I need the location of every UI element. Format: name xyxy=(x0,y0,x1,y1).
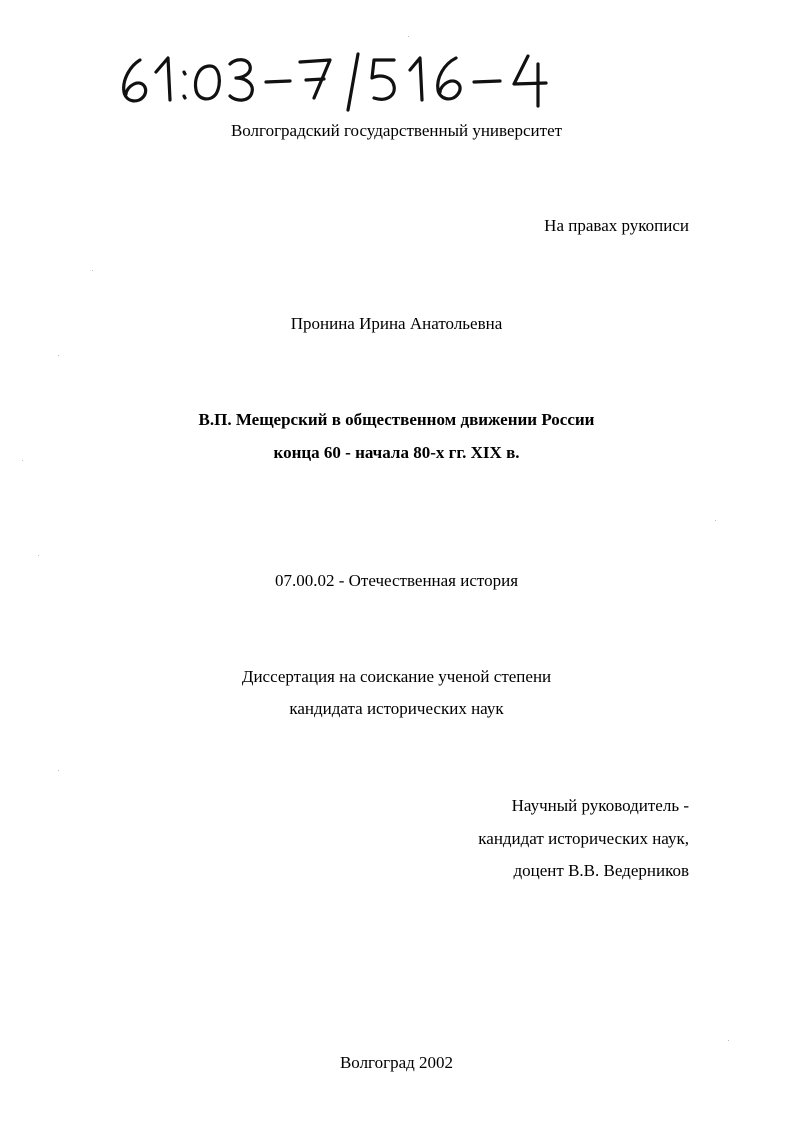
scan-speck xyxy=(715,520,716,521)
scan-speck xyxy=(728,1040,729,1041)
scan-speck xyxy=(22,460,23,461)
scan-speck xyxy=(58,355,59,356)
scan-speck xyxy=(38,555,39,556)
degree-line-2: кандидата исторических наук xyxy=(289,699,504,718)
scan-speck xyxy=(408,36,409,37)
scan-speck xyxy=(58,770,59,771)
author-name: Пронина Ирина Анатольевна xyxy=(290,314,503,333)
scan-speck xyxy=(92,270,93,271)
dissertation-title-line-1: В.П. Мещерский в общественном движении России xyxy=(198,410,595,429)
specialty-code: 07.00.02 - Отечественная история xyxy=(274,571,519,590)
handwritten-catalog-number xyxy=(118,50,568,112)
university-name: Волгоградский государственный университет xyxy=(230,121,563,140)
supervisor-role: Научный руководитель - xyxy=(511,796,689,815)
degree-line-1: Диссертация на соискание ученой степени xyxy=(241,667,552,686)
rights-note: На правах рукописи xyxy=(544,216,689,235)
city-year: Волгоград 2002 xyxy=(339,1053,454,1072)
supervisor-name: доцент В.В. Ведерников xyxy=(513,861,689,880)
supervisor-degree: кандидат исторических наук, xyxy=(478,829,689,848)
dissertation-title-line-2: конца 60 - начала 80-х гг. XIX в. xyxy=(273,443,520,462)
